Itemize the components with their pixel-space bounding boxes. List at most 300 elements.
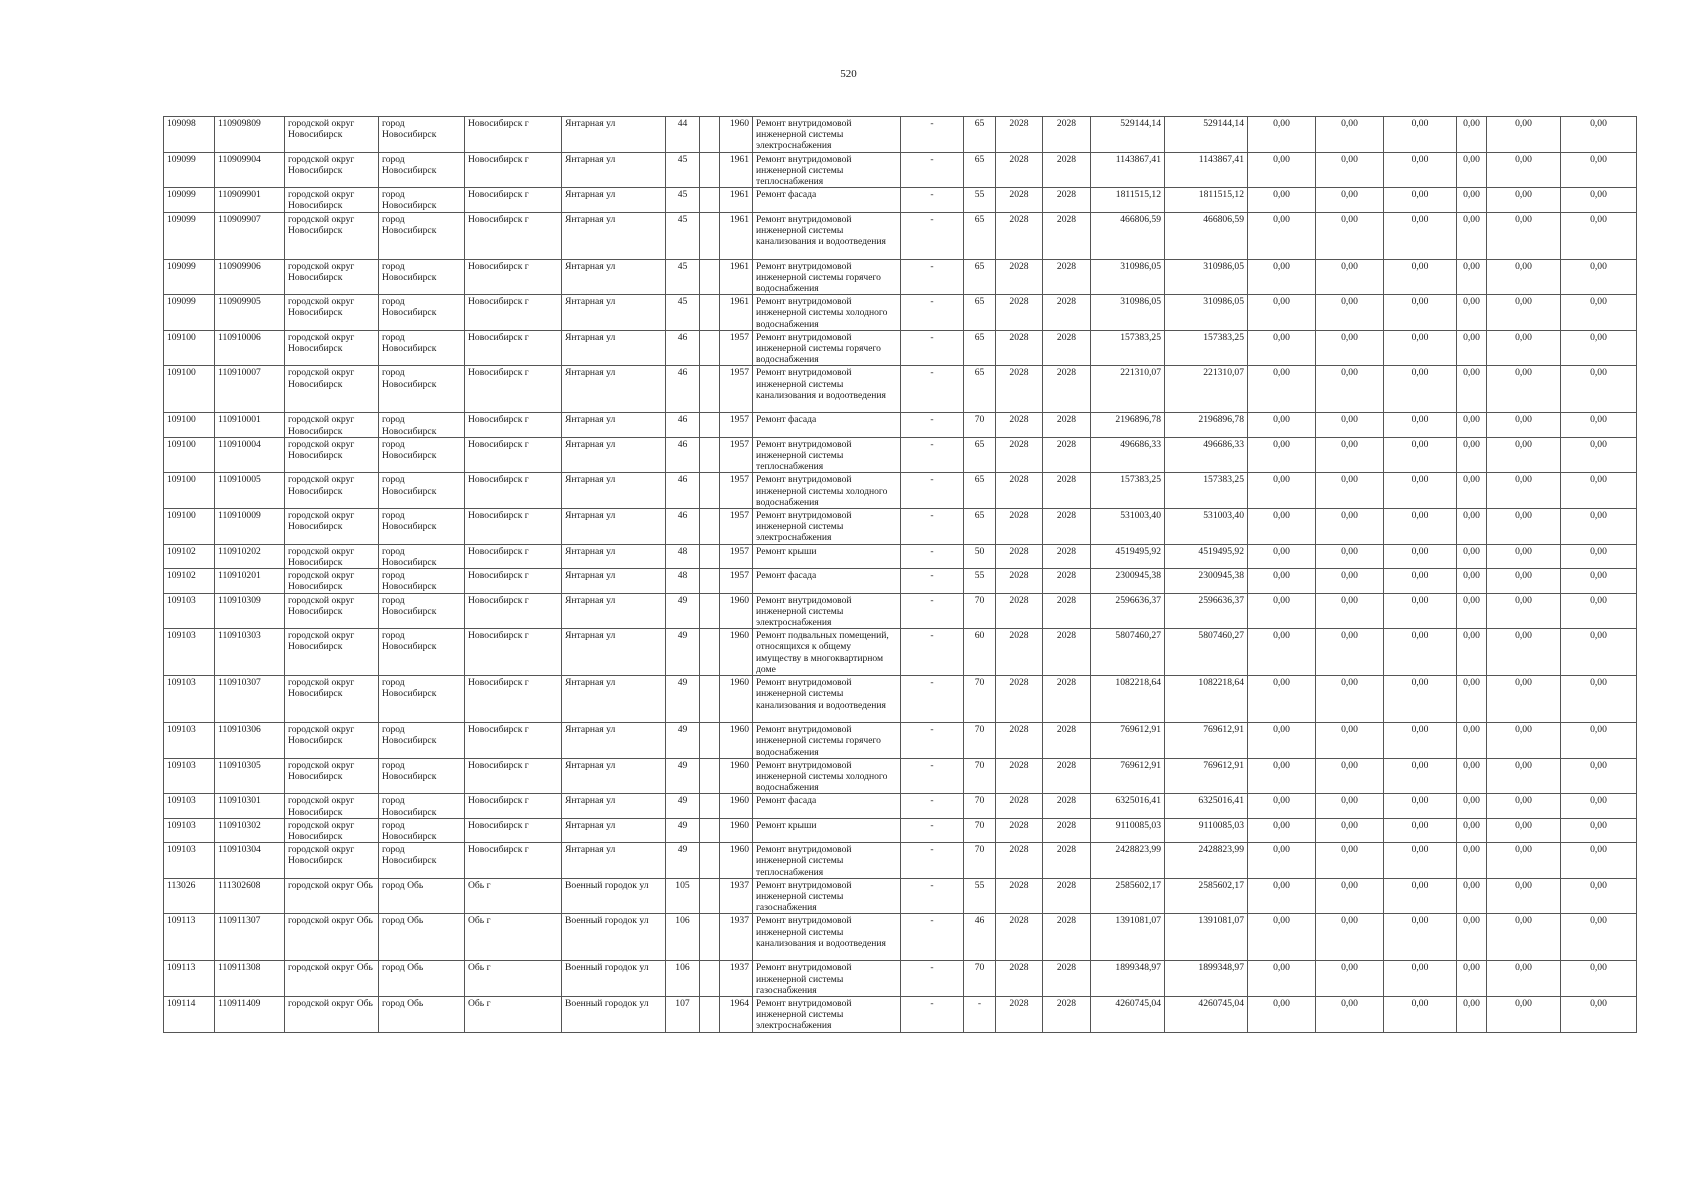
cell-plan-year-end: 2028 (1043, 259, 1091, 295)
cell-plan-year-start: 2028 (996, 188, 1043, 212)
cell-cost-fund: 1143867,41 (1165, 152, 1248, 188)
cell-unit: - (901, 843, 964, 879)
cell-building (700, 473, 720, 509)
cell-building (700, 878, 720, 914)
cell-wear-percent: 70 (964, 758, 996, 794)
cell-object-id: 109113 (164, 961, 215, 997)
cell-build-year: 1937 (720, 961, 753, 997)
cell-build-year: 1957 (720, 544, 753, 568)
cell-total-cost: 769612,91 (1091, 758, 1165, 794)
cell-plan-year-start: 2028 (996, 259, 1043, 295)
cell-cost-other: 0,00 (1487, 544, 1561, 568)
cell-object-id: 109103 (164, 593, 215, 629)
cell-cost-federal: 0,00 (1248, 117, 1316, 153)
cell-building (700, 544, 720, 568)
cell-unit: - (901, 569, 964, 593)
cell-wear-percent: 70 (964, 961, 996, 997)
cell-build-year: 1960 (720, 117, 753, 153)
cell-locality: Новосибирск г (465, 212, 562, 259)
cell-house-number: 46 (666, 509, 700, 545)
cell-object-id: 109100 (164, 330, 215, 366)
cell-work-type: Ремонт подвальных помещений, относящихся к общему имуществу в многоквартирном доме (753, 629, 901, 676)
cell-build-year: 1957 (720, 413, 753, 437)
cell-plan-year-start: 2028 (996, 509, 1043, 545)
cell-municipality: городской округ Новосибирск (285, 818, 379, 842)
cell-work-type: Ремонт крыши (753, 818, 901, 842)
cell-cost-fund: 2585602,17 (1165, 878, 1248, 914)
cell-object-id: 109100 (164, 413, 215, 437)
cell-cost-fund: 496686,33 (1165, 437, 1248, 473)
cell-cost-other: 0,00 (1487, 794, 1561, 818)
cell-cost-other: 0,00 (1487, 117, 1561, 153)
cell-street: Янтарная ул (562, 544, 666, 568)
cell-street: Янтарная ул (562, 259, 666, 295)
cell-total-cost: 4519495,92 (1091, 544, 1165, 568)
cell-building (700, 723, 720, 759)
cell-building (700, 569, 720, 593)
cell-unit: - (901, 914, 964, 961)
cell-wear-percent: 65 (964, 366, 996, 413)
table-row (164, 996, 1637, 1032)
cell-plan-year-end: 2028 (1043, 437, 1091, 473)
cell-cost-extra: 0,00 (1561, 473, 1637, 509)
cell-cost-owners-share: 0,00 (1457, 569, 1487, 593)
cell-street: Янтарная ул (562, 437, 666, 473)
cell-cost-regional: 0,00 (1316, 509, 1384, 545)
cell-plan-year-end: 2028 (1043, 152, 1091, 188)
cell-house-number: 45 (666, 188, 700, 212)
cell-municipality: городской округ Новосибирск (285, 676, 379, 723)
cell-cost-fund: 4260745,04 (1165, 996, 1248, 1032)
cell-cost-fund: 9110085,03 (1165, 818, 1248, 842)
cell-plan-year-end: 2028 (1043, 629, 1091, 676)
cell-house-number: 49 (666, 843, 700, 879)
cell-plan-year-end: 2028 (1043, 758, 1091, 794)
cell-house-number: 106 (666, 961, 700, 997)
cell-settlement: город Новосибирск (379, 295, 465, 331)
cell-plan-year-start: 2028 (996, 117, 1043, 153)
cell-cost-other: 0,00 (1487, 758, 1561, 794)
cell-settlement: город Новосибирск (379, 544, 465, 568)
cell-cost-local: 0,00 (1384, 366, 1457, 413)
cell-building (700, 259, 720, 295)
cell-work-id: 110910305 (215, 758, 285, 794)
cell-building (700, 794, 720, 818)
cell-house-number: 46 (666, 473, 700, 509)
cell-house-number: 48 (666, 569, 700, 593)
cell-wear-percent: 65 (964, 509, 996, 545)
cell-build-year: 1960 (720, 676, 753, 723)
cell-wear-percent: 65 (964, 117, 996, 153)
cell-build-year: 1960 (720, 843, 753, 879)
cell-wear-percent: 65 (964, 152, 996, 188)
cell-building (700, 188, 720, 212)
cell-object-id: 109103 (164, 676, 215, 723)
cell-cost-federal: 0,00 (1248, 437, 1316, 473)
cell-settlement: город Новосибирск (379, 593, 465, 629)
cell-locality: Новосибирск г (465, 473, 562, 509)
cell-work-id: 110910302 (215, 818, 285, 842)
cell-cost-other: 0,00 (1487, 676, 1561, 723)
cell-cost-other: 0,00 (1487, 961, 1561, 997)
cell-build-year: 1937 (720, 878, 753, 914)
cell-wear-percent: 50 (964, 544, 996, 568)
cell-cost-fund: 529144,14 (1165, 117, 1248, 153)
cell-cost-owners-share: 0,00 (1457, 794, 1487, 818)
cell-total-cost: 1082218,64 (1091, 676, 1165, 723)
cell-house-number: 49 (666, 794, 700, 818)
cell-settlement: город Новосибирск (379, 259, 465, 295)
cell-total-cost: 529144,14 (1091, 117, 1165, 153)
cell-unit: - (901, 961, 964, 997)
cell-settlement: город Новосибирск (379, 366, 465, 413)
cell-cost-local: 0,00 (1384, 843, 1457, 879)
cell-settlement: город Новосибирск (379, 569, 465, 593)
cell-locality: Новосибирск г (465, 676, 562, 723)
cell-plan-year-end: 2028 (1043, 593, 1091, 629)
cell-cost-owners-share: 0,00 (1457, 413, 1487, 437)
capital-repair-table (163, 116, 1637, 1033)
cell-plan-year-start: 2028 (996, 437, 1043, 473)
cell-cost-fund: 1811515,12 (1165, 188, 1248, 212)
cell-object-id: 109100 (164, 473, 215, 509)
cell-plan-year-end: 2028 (1043, 914, 1091, 961)
cell-work-type: Ремонт внутридомовой инженерной системы газоснабжения (753, 878, 901, 914)
cell-object-id: 109100 (164, 366, 215, 413)
cell-cost-fund: 1082218,64 (1165, 676, 1248, 723)
table-row (164, 295, 1637, 331)
cell-cost-owners-share: 0,00 (1457, 366, 1487, 413)
cell-plan-year-start: 2028 (996, 473, 1043, 509)
cell-building (700, 758, 720, 794)
cell-wear-percent: 70 (964, 843, 996, 879)
cell-cost-owners-share: 0,00 (1457, 878, 1487, 914)
cell-work-id: 110910306 (215, 723, 285, 759)
cell-cost-extra: 0,00 (1561, 188, 1637, 212)
cell-work-type: Ремонт фасада (753, 569, 901, 593)
cell-cost-extra: 0,00 (1561, 295, 1637, 331)
cell-cost-local: 0,00 (1384, 544, 1457, 568)
cell-work-id: 110910001 (215, 413, 285, 437)
cell-cost-regional: 0,00 (1316, 330, 1384, 366)
cell-plan-year-end: 2028 (1043, 723, 1091, 759)
cell-work-type: Ремонт внутридомовой инженерной системы теплоснабжения (753, 843, 901, 879)
cell-cost-federal: 0,00 (1248, 509, 1316, 545)
cell-house-number: 45 (666, 212, 700, 259)
cell-unit: - (901, 878, 964, 914)
cell-cost-federal: 0,00 (1248, 366, 1316, 413)
cell-municipality: городской округ Новосибирск (285, 413, 379, 437)
cell-work-id: 110911308 (215, 961, 285, 997)
cell-unit: - (901, 413, 964, 437)
cell-cost-local: 0,00 (1384, 152, 1457, 188)
cell-cost-other: 0,00 (1487, 212, 1561, 259)
cell-cost-federal: 0,00 (1248, 758, 1316, 794)
cell-work-type: Ремонт фасада (753, 188, 901, 212)
cell-plan-year-end: 2028 (1043, 295, 1091, 331)
cell-cost-owners-share: 0,00 (1457, 629, 1487, 676)
cell-cost-owners-share: 0,00 (1457, 593, 1487, 629)
cell-cost-local: 0,00 (1384, 676, 1457, 723)
cell-work-type: Ремонт внутридомовой инженерной системы канализования и водоотведения (753, 914, 901, 961)
cell-cost-other: 0,00 (1487, 295, 1561, 331)
cell-street: Янтарная ул (562, 758, 666, 794)
cell-work-id: 110909809 (215, 117, 285, 153)
cell-settlement: город Новосибирск (379, 212, 465, 259)
cell-cost-fund: 1899348,97 (1165, 961, 1248, 997)
cell-cost-extra: 0,00 (1561, 843, 1637, 879)
cell-cost-other: 0,00 (1487, 878, 1561, 914)
cell-settlement: город Новосибирск (379, 117, 465, 153)
cell-cost-regional: 0,00 (1316, 914, 1384, 961)
cell-cost-regional: 0,00 (1316, 629, 1384, 676)
cell-total-cost: 9110085,03 (1091, 818, 1165, 842)
cell-settlement: город Новосибирск (379, 437, 465, 473)
table-row (164, 914, 1637, 961)
cell-cost-local: 0,00 (1384, 818, 1457, 842)
cell-plan-year-start: 2028 (996, 413, 1043, 437)
cell-work-id: 110910307 (215, 676, 285, 723)
cell-cost-extra: 0,00 (1561, 117, 1637, 153)
cell-settlement: город Новосибирск (379, 818, 465, 842)
cell-municipality: городской округ Новосибирск (285, 843, 379, 879)
cell-work-type: Ремонт внутридомовой инженерной системы газоснабжения (753, 961, 901, 997)
cell-cost-federal: 0,00 (1248, 676, 1316, 723)
cell-build-year: 1957 (720, 509, 753, 545)
cell-work-type: Ремонт фасада (753, 413, 901, 437)
table-row (164, 843, 1637, 879)
cell-building (700, 152, 720, 188)
table-row (164, 117, 1637, 153)
cell-locality: Новосибирск г (465, 758, 562, 794)
cell-street: Янтарная ул (562, 794, 666, 818)
cell-wear-percent: 55 (964, 188, 996, 212)
table-row (164, 437, 1637, 473)
cell-object-id: 109099 (164, 212, 215, 259)
cell-object-id: 109103 (164, 723, 215, 759)
cell-cost-other: 0,00 (1487, 569, 1561, 593)
cell-wear-percent: - (964, 996, 996, 1032)
cell-cost-regional: 0,00 (1316, 676, 1384, 723)
cell-cost-federal: 0,00 (1248, 794, 1316, 818)
cell-house-number: 46 (666, 330, 700, 366)
cell-cost-owners-share: 0,00 (1457, 818, 1487, 842)
cell-total-cost: 5807460,27 (1091, 629, 1165, 676)
cell-cost-other: 0,00 (1487, 723, 1561, 759)
cell-cost-federal: 0,00 (1248, 961, 1316, 997)
cell-locality: Новосибирск г (465, 295, 562, 331)
cell-cost-other: 0,00 (1487, 366, 1561, 413)
cell-cost-other: 0,00 (1487, 330, 1561, 366)
cell-unit: - (901, 794, 964, 818)
cell-locality: Новосибирск г (465, 843, 562, 879)
cell-cost-regional: 0,00 (1316, 818, 1384, 842)
cell-cost-owners-share: 0,00 (1457, 473, 1487, 509)
cell-cost-extra: 0,00 (1561, 758, 1637, 794)
cell-object-id: 109100 (164, 437, 215, 473)
cell-street: Янтарная ул (562, 723, 666, 759)
cell-cost-federal: 0,00 (1248, 723, 1316, 759)
cell-municipality: городской округ Новосибирск (285, 629, 379, 676)
cell-unit: - (901, 676, 964, 723)
cell-cost-federal: 0,00 (1248, 544, 1316, 568)
cell-cost-regional: 0,00 (1316, 366, 1384, 413)
table-body (164, 117, 1637, 1033)
cell-object-id: 109113 (164, 914, 215, 961)
cell-plan-year-end: 2028 (1043, 330, 1091, 366)
cell-locality: Новосибирск г (465, 794, 562, 818)
cell-house-number: 49 (666, 723, 700, 759)
cell-municipality: городской округ Новосибирск (285, 366, 379, 413)
cell-work-id: 110910004 (215, 437, 285, 473)
cell-building (700, 593, 720, 629)
cell-municipality: городской округ Новосибирск (285, 569, 379, 593)
cell-cost-local: 0,00 (1384, 437, 1457, 473)
cell-cost-fund: 2428823,99 (1165, 843, 1248, 879)
cell-work-id: 110909901 (215, 188, 285, 212)
cell-locality: Новосибирск г (465, 569, 562, 593)
cell-object-id: 109099 (164, 152, 215, 188)
cell-house-number: 46 (666, 413, 700, 437)
cell-cost-local: 0,00 (1384, 961, 1457, 997)
cell-cost-federal: 0,00 (1248, 330, 1316, 366)
cell-cost-local: 0,00 (1384, 794, 1457, 818)
cell-build-year: 1957 (720, 569, 753, 593)
cell-plan-year-end: 2028 (1043, 473, 1091, 509)
cell-cost-other: 0,00 (1487, 593, 1561, 629)
cell-cost-owners-share: 0,00 (1457, 723, 1487, 759)
cell-house-number: 46 (666, 437, 700, 473)
cell-building (700, 914, 720, 961)
cell-work-type: Ремонт внутридомовой инженерной системы горячего водоснабжения (753, 723, 901, 759)
cell-cost-owners-share: 0,00 (1457, 961, 1487, 997)
cell-work-type: Ремонт внутридомовой инженерной системы холодного водоснабжения (753, 295, 901, 331)
cell-house-number: 46 (666, 366, 700, 413)
table-row (164, 330, 1637, 366)
cell-street: Военный городок ул (562, 961, 666, 997)
cell-total-cost: 310986,05 (1091, 295, 1165, 331)
cell-cost-owners-share: 0,00 (1457, 212, 1487, 259)
cell-cost-federal: 0,00 (1248, 259, 1316, 295)
cell-cost-federal: 0,00 (1248, 295, 1316, 331)
cell-work-id: 110910301 (215, 794, 285, 818)
cell-building (700, 629, 720, 676)
cell-build-year: 1960 (720, 794, 753, 818)
cell-house-number: 45 (666, 152, 700, 188)
cell-house-number: 48 (666, 544, 700, 568)
cell-unit: - (901, 212, 964, 259)
cell-settlement: город Новосибирск (379, 330, 465, 366)
cell-work-id: 110910303 (215, 629, 285, 676)
cell-cost-extra: 0,00 (1561, 676, 1637, 723)
table-row (164, 818, 1637, 842)
cell-total-cost: 157383,25 (1091, 330, 1165, 366)
cell-settlement: город Новосибирск (379, 188, 465, 212)
cell-locality: Новосибирск г (465, 593, 562, 629)
cell-plan-year-start: 2028 (996, 914, 1043, 961)
cell-cost-owners-share: 0,00 (1457, 758, 1487, 794)
cell-unit: - (901, 295, 964, 331)
cell-cost-local: 0,00 (1384, 593, 1457, 629)
cell-object-id: 109102 (164, 569, 215, 593)
cell-work-id: 111302608 (215, 878, 285, 914)
cell-street: Янтарная ул (562, 843, 666, 879)
cell-unit: - (901, 259, 964, 295)
cell-street: Янтарная ул (562, 188, 666, 212)
cell-build-year: 1964 (720, 996, 753, 1032)
cell-settlement: город Обь (379, 878, 465, 914)
cell-cost-fund: 4519495,92 (1165, 544, 1248, 568)
cell-build-year: 1937 (720, 914, 753, 961)
cell-building (700, 413, 720, 437)
cell-wear-percent: 65 (964, 437, 996, 473)
cell-locality: Новосибирск г (465, 259, 562, 295)
cell-municipality: городской округ Новосибирск (285, 758, 379, 794)
cell-work-type: Ремонт внутридомовой инженерной системы теплоснабжения (753, 152, 901, 188)
cell-building (700, 818, 720, 842)
cell-cost-federal: 0,00 (1248, 569, 1316, 593)
cell-plan-year-end: 2028 (1043, 676, 1091, 723)
cell-cost-extra: 0,00 (1561, 818, 1637, 842)
cell-cost-extra: 0,00 (1561, 544, 1637, 568)
cell-object-id: 109103 (164, 629, 215, 676)
cell-plan-year-start: 2028 (996, 818, 1043, 842)
cell-build-year: 1960 (720, 593, 753, 629)
cell-cost-owners-share: 0,00 (1457, 676, 1487, 723)
cell-plan-year-start: 2028 (996, 878, 1043, 914)
cell-cost-fund: 769612,91 (1165, 723, 1248, 759)
cell-settlement: город Новосибирск (379, 794, 465, 818)
cell-house-number: 49 (666, 676, 700, 723)
cell-cost-federal: 0,00 (1248, 843, 1316, 879)
cell-cost-regional: 0,00 (1316, 569, 1384, 593)
cell-building (700, 366, 720, 413)
cell-work-type: Ремонт внутридомовой инженерной системы холодного водоснабжения (753, 758, 901, 794)
table-row (164, 961, 1637, 997)
cell-plan-year-end: 2028 (1043, 569, 1091, 593)
cell-cost-owners-share: 0,00 (1457, 295, 1487, 331)
cell-cost-regional: 0,00 (1316, 117, 1384, 153)
cell-locality: Новосибирск г (465, 366, 562, 413)
cell-object-id: 109098 (164, 117, 215, 153)
cell-cost-extra: 0,00 (1561, 961, 1637, 997)
cell-cost-owners-share: 0,00 (1457, 152, 1487, 188)
cell-locality: Обь г (465, 996, 562, 1032)
cell-plan-year-start: 2028 (996, 212, 1043, 259)
cell-cost-regional: 0,00 (1316, 152, 1384, 188)
cell-work-id: 110910006 (215, 330, 285, 366)
cell-total-cost: 1811515,12 (1091, 188, 1165, 212)
cell-building (700, 996, 720, 1032)
cell-cost-regional: 0,00 (1316, 593, 1384, 629)
page-number: 520 (840, 68, 857, 80)
table-row (164, 413, 1637, 437)
cell-cost-extra: 0,00 (1561, 878, 1637, 914)
cell-cost-owners-share: 0,00 (1457, 117, 1487, 153)
cell-municipality: городской округ Новосибирск (285, 212, 379, 259)
cell-cost-regional: 0,00 (1316, 437, 1384, 473)
cell-total-cost: 2300945,38 (1091, 569, 1165, 593)
table-row (164, 569, 1637, 593)
cell-wear-percent: 65 (964, 330, 996, 366)
cell-wear-percent: 65 (964, 473, 996, 509)
cell-work-id: 110910309 (215, 593, 285, 629)
cell-locality: Новосибирск г (465, 509, 562, 545)
cell-cost-other: 0,00 (1487, 259, 1561, 295)
cell-cost-owners-share: 0,00 (1457, 544, 1487, 568)
cell-plan-year-start: 2028 (996, 723, 1043, 759)
cell-cost-regional: 0,00 (1316, 473, 1384, 509)
